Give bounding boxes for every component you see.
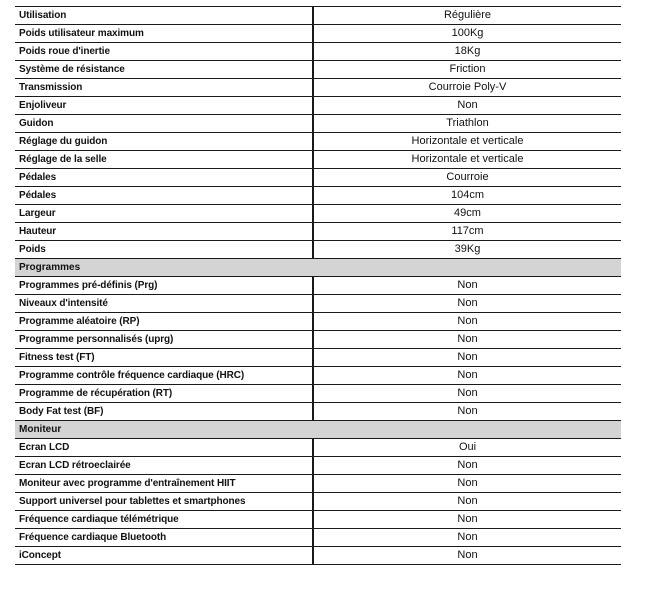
table-row [15, 349, 621, 367]
row-label: Pédales [15, 187, 313, 205]
table-row [15, 241, 621, 259]
row-label: Fitness test (FT) [15, 349, 313, 367]
row-value: Non [313, 277, 621, 295]
row-label: Body Fat test (BF) [15, 403, 313, 421]
row-label: Largeur [15, 205, 313, 223]
table-row [15, 529, 621, 547]
row-value: 117cm [313, 223, 621, 241]
row-value: Non [313, 385, 621, 403]
row-label: Programme personnalisés (uprg) [15, 331, 313, 349]
row-label: Transmission [15, 79, 313, 97]
table-row [15, 403, 621, 421]
row-value: Non [313, 493, 621, 511]
table-row [15, 313, 621, 331]
table-row [15, 547, 621, 565]
row-value: Régulière [313, 7, 621, 25]
table-row [15, 367, 621, 385]
row-label: Ecran LCD rétroeclairée [15, 457, 313, 475]
table-row [15, 97, 621, 115]
row-label: Système de résistance [15, 61, 313, 79]
table-row [15, 439, 621, 457]
table-row [15, 151, 621, 169]
table-row [15, 277, 621, 295]
row-label: Poids utilisateur maximum [15, 25, 313, 43]
row-label: Réglage de la selle [15, 151, 313, 169]
row-value: Non [313, 403, 621, 421]
row-value: Non [313, 331, 621, 349]
section-header-moniteur [15, 421, 621, 439]
row-value: Courroie [313, 169, 621, 187]
row-label: Ecran LCD [15, 439, 313, 457]
row-label: Programmes pré-définis (Prg) [15, 277, 313, 295]
row-label: Guidon [15, 115, 313, 133]
row-value: Non [313, 475, 621, 493]
row-value: 18Kg [313, 43, 621, 61]
row-label: Enjoliveur [15, 97, 313, 115]
row-label: Hauteur [15, 223, 313, 241]
row-label: Fréquence cardiaque Bluetooth [15, 529, 313, 547]
table-row [15, 295, 621, 313]
row-label: Programme aléatoire (RP) [15, 313, 313, 331]
row-label: Réglage du guidon [15, 133, 313, 151]
table-row [15, 25, 621, 43]
table-row [15, 133, 621, 151]
row-value: 49cm [313, 205, 621, 223]
row-value: Non [313, 457, 621, 475]
section-title: Programmes [15, 259, 621, 277]
table-row [15, 331, 621, 349]
row-label: Poids roue d'inertie [15, 43, 313, 61]
spec-table [15, 6, 621, 565]
table-row [15, 223, 621, 241]
row-value: Non [313, 367, 621, 385]
row-label: Poids [15, 241, 313, 259]
table-row [15, 169, 621, 187]
table-row [15, 385, 621, 403]
row-label: Support universel pour tablettes et smartphones [15, 493, 313, 511]
row-label: Programme de récupération (RT) [15, 385, 313, 403]
table-row [15, 457, 621, 475]
row-label: Niveaux d'intensité [15, 295, 313, 313]
table-row [15, 115, 621, 133]
table-row [15, 187, 621, 205]
table-row [15, 61, 621, 79]
table-row [15, 493, 621, 511]
table-row [15, 511, 621, 529]
row-value: Friction [313, 61, 621, 79]
row-value: Horizontale et verticale [313, 133, 621, 151]
row-value: 104cm [313, 187, 621, 205]
table-row [15, 43, 621, 61]
section-title: Moniteur [15, 421, 621, 439]
row-value: Courroie Poly-V [313, 79, 621, 97]
table-row [15, 79, 621, 97]
section-header-programmes [15, 259, 621, 277]
row-value: Non [313, 547, 621, 565]
row-label: Fréquence cardiaque télémétrique [15, 511, 313, 529]
row-value: Non [313, 295, 621, 313]
row-label: Moniteur avec programme d'entraînement HIIT [15, 475, 313, 493]
row-value: Horizontale et verticale [313, 151, 621, 169]
row-value: 100Kg [313, 25, 621, 43]
row-label: iConcept [15, 547, 313, 565]
row-value: Non [313, 349, 621, 367]
row-value: Non [313, 97, 621, 115]
row-label: Utilisation [15, 7, 313, 25]
row-value: 39Kg [313, 241, 621, 259]
table-row [15, 205, 621, 223]
row-value: Triathlon [313, 115, 621, 133]
table-row [15, 7, 621, 25]
row-label: Programme contrôle fréquence cardiaque (HRC) [15, 367, 313, 385]
row-value: Non [313, 529, 621, 547]
table-row [15, 475, 621, 493]
row-value: Non [313, 511, 621, 529]
row-value: Oui [313, 439, 621, 457]
row-value: Non [313, 313, 621, 331]
row-label: Pédales [15, 169, 313, 187]
